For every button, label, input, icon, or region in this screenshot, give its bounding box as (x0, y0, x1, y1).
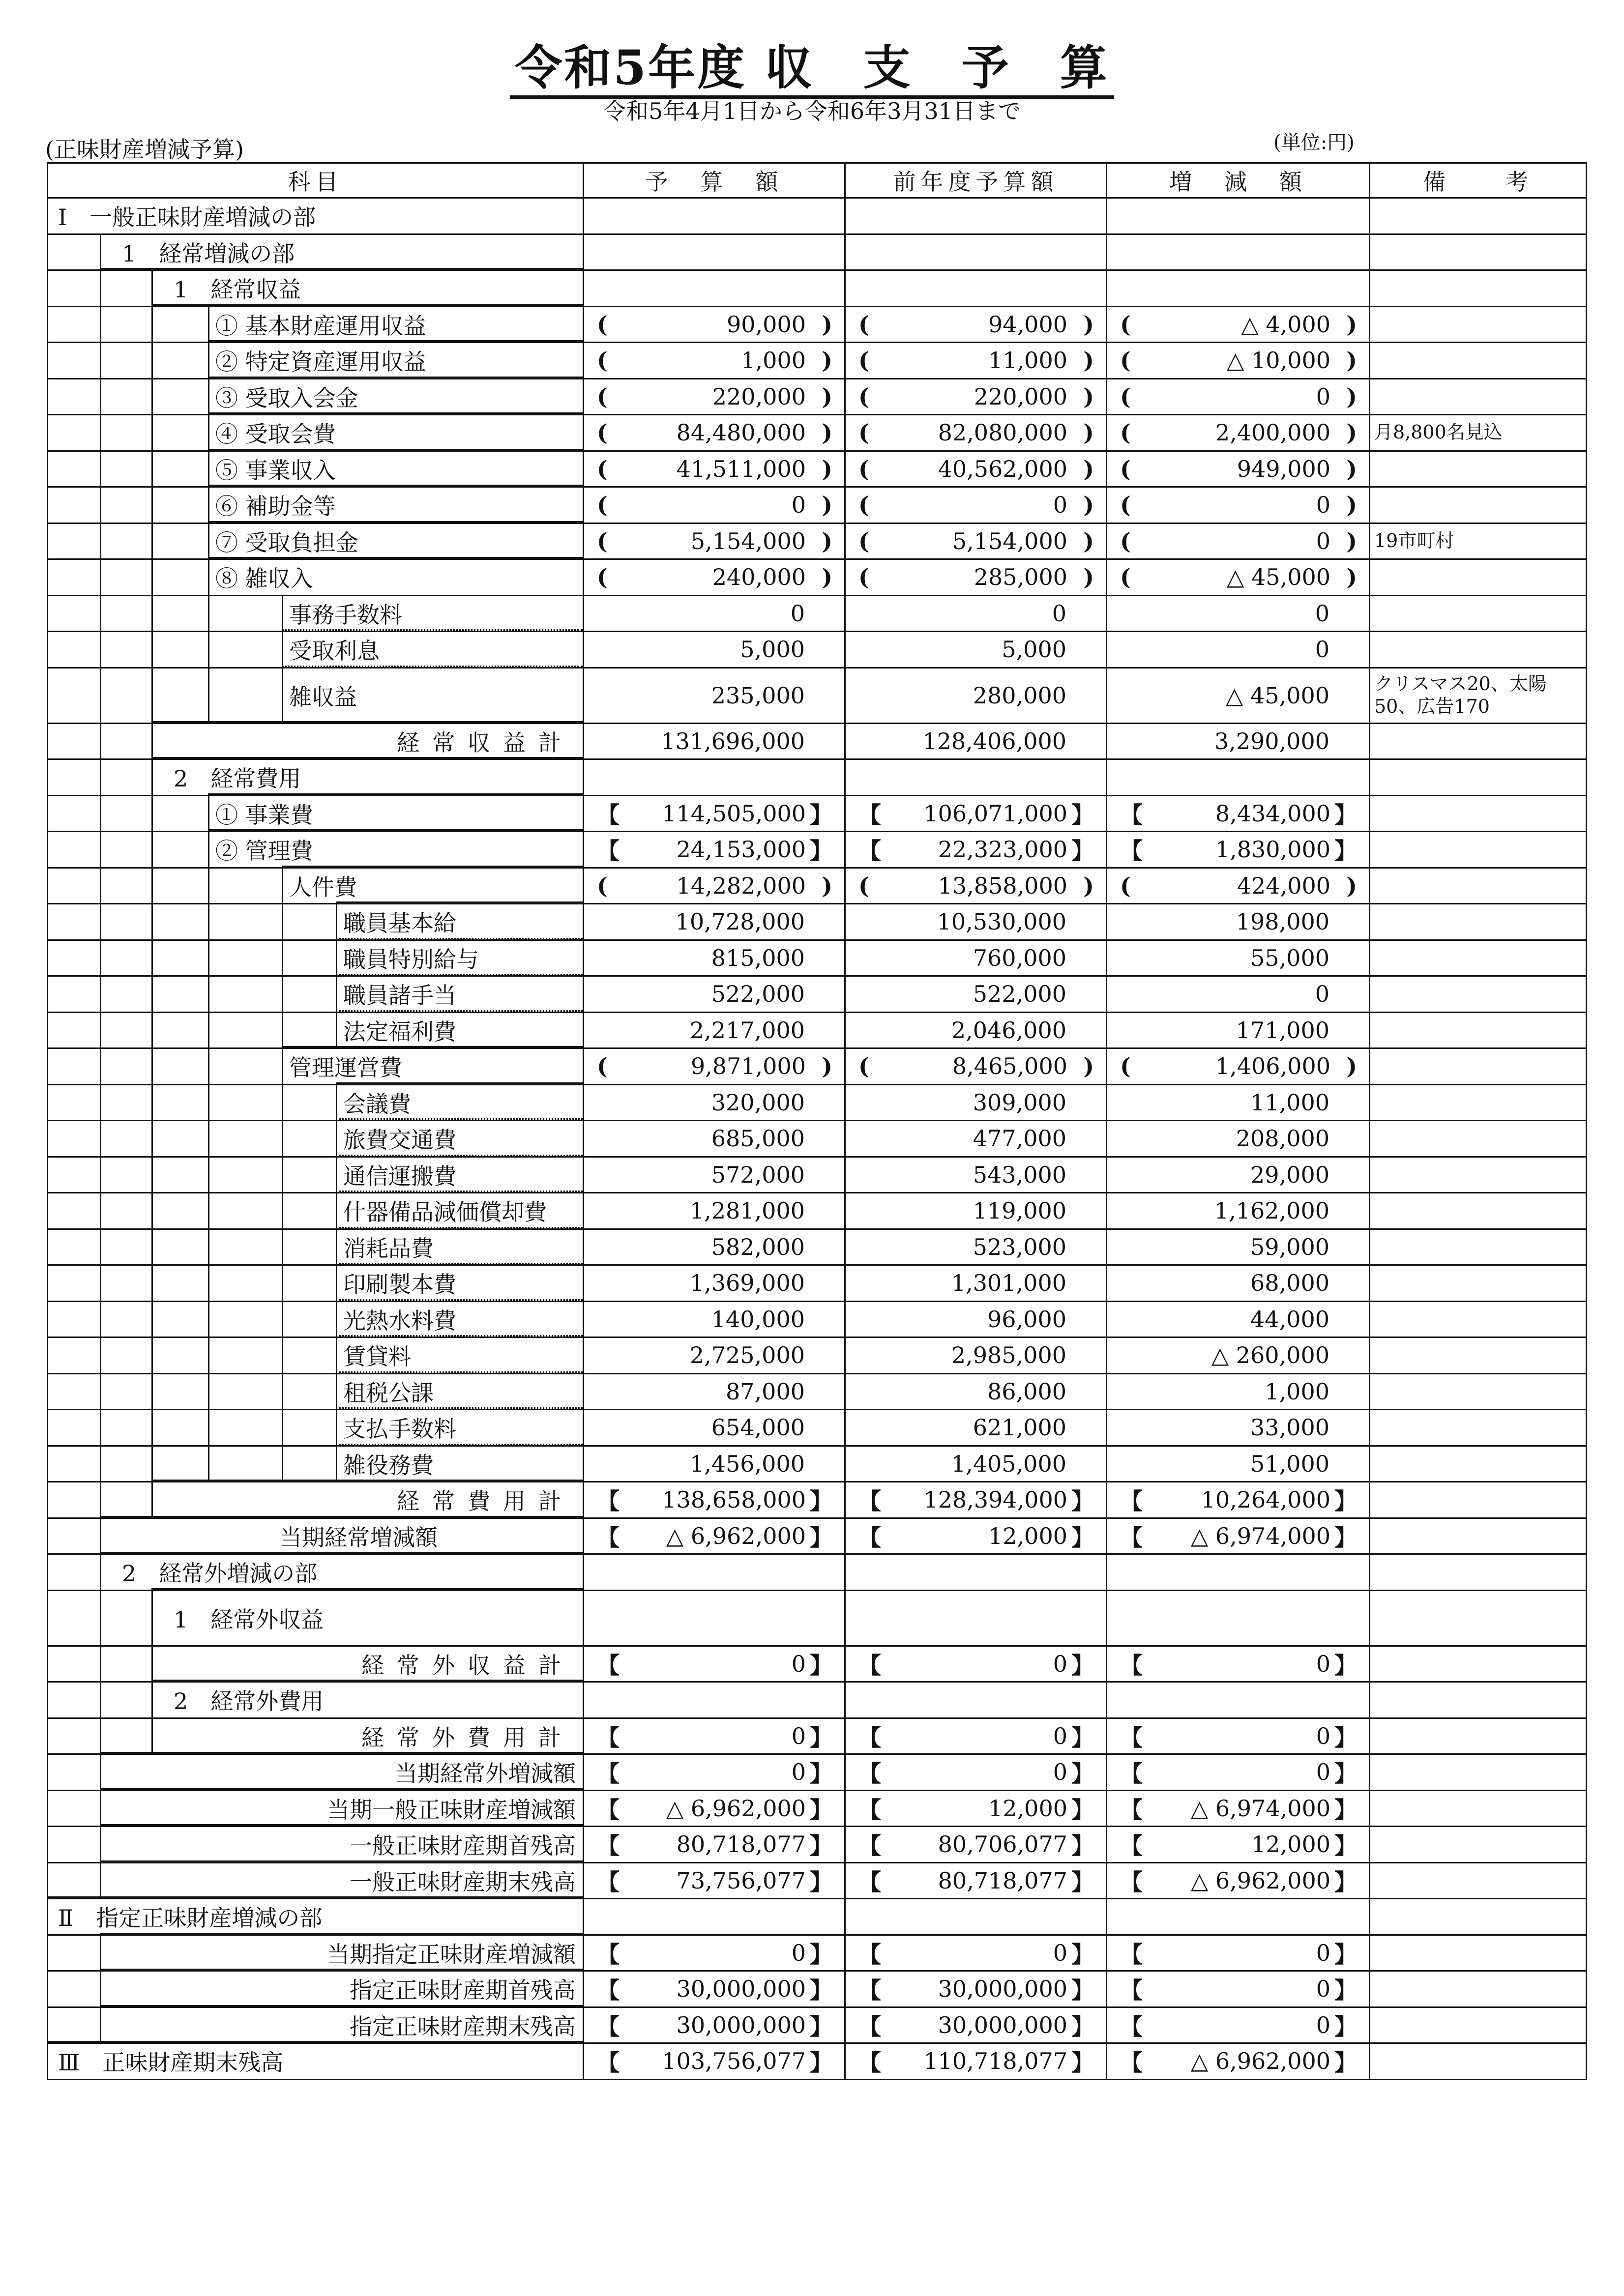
diff-value: 1,162,000 (1214, 1197, 1329, 1224)
row-label: 受取利息 (289, 638, 380, 665)
header-diff: 増 減 額 (1107, 163, 1370, 198)
note-cell: 月8,800名見込 (1370, 415, 1587, 451)
diff-value: △ 45,000 (1227, 564, 1330, 591)
diff-value: 12,000 (1251, 1831, 1330, 1858)
note-cell (1370, 487, 1587, 523)
prev-value: 82,080,000 (938, 419, 1067, 446)
row-label: ① 基本財産運用収益 (215, 312, 426, 339)
row-label: 指定正味財産期首残高 (350, 1977, 576, 2004)
diff-value: △ 6,974,000 (1190, 1522, 1330, 1549)
header-prev: 前年度予算額 (845, 163, 1107, 198)
diff-value: 10,264,000 (1201, 1486, 1330, 1513)
prev-value: 2,046,000 (951, 1017, 1066, 1044)
note-cell (1370, 451, 1587, 487)
prev-value: 106,071,000 (923, 800, 1067, 827)
table-row (48, 904, 1587, 940)
table-row (48, 1301, 1587, 1337)
diff-value: 59,000 (1250, 1233, 1329, 1260)
diff-value: 171,000 (1236, 1017, 1329, 1044)
prev-value: 0 (1052, 600, 1066, 627)
diff-value: 0 (1316, 1722, 1330, 1749)
table-row: 経常外費用計 【 0 】 【 0 】 【 0 】 (48, 1718, 1587, 1754)
note-cell (1370, 378, 1587, 415)
section-row (48, 270, 1587, 307)
budget-value: 140,000 (711, 1306, 805, 1333)
row-label: ③ 受取入会金 (215, 384, 358, 411)
table-row (48, 1373, 1587, 1410)
table-row (48, 1012, 1587, 1048)
budget-value: 103,756,077 (662, 2048, 806, 2075)
prev-value: 309,000 (973, 1089, 1066, 1116)
budget-value: 0 (791, 1759, 806, 1786)
row-label: 雑役務費 (343, 1452, 434, 1479)
row-label: ⑧ 雑収入 (215, 565, 313, 592)
budget-value: 73,756,077 (676, 1867, 806, 1894)
budget-value: 240,000 (712, 564, 806, 591)
section-label: Ⅱ 指定正味財産増減の部 (58, 1905, 323, 1932)
table-row: ③ 受取入会金 ( 220,000 ) ( 220,000 ) ( 0 ) (48, 378, 1587, 415)
table-row: Ⅲ 正味財産期末残高 【 103,756,077 】 【 110,718,077 】 【 △ 6,962,000 】 (48, 2043, 1587, 2080)
section-row (48, 198, 1587, 234)
diff-value: 0 (1315, 981, 1329, 1008)
budget-value: 80,718,077 (676, 1831, 806, 1858)
diff-value: 44,000 (1250, 1306, 1329, 1333)
header-note: 備 考 (1370, 163, 1587, 198)
diff-value: 0 (1316, 1650, 1330, 1677)
budget-value: 0 (791, 492, 806, 519)
table-row: 人件費 ( 14,282,000 ) ( 13,858,000 ) ( 424,000 ) (48, 868, 1587, 904)
header-row (48, 163, 1587, 198)
budget-value: △ 6,962,000 (666, 1522, 806, 1549)
subtotal-label: 経常外収益計 (361, 1652, 574, 1679)
diff-value: 29,000 (1250, 1161, 1329, 1188)
row-label: 人件費 (289, 873, 357, 901)
table-row (48, 976, 1587, 1013)
table-row: ⑧ 雑収入 ( 240,000 ) ( 285,000 ) ( △ 45,000 ) (48, 559, 1587, 596)
budget-value: 10,728,000 (675, 908, 805, 935)
prev-value: 0 (1053, 1939, 1067, 1966)
table-row: ② 特定資産運用収益 ( 1,000 ) ( 11,000 ) ( △ 10,000 ) (48, 343, 1587, 379)
table-row: ① 事業費 【 114,505,000 】 【 106,071,000 】 【 8,434,000 】 (48, 795, 1587, 832)
prev-value: 96,000 (987, 1306, 1066, 1333)
subtotal-label: 経常収益計 (397, 729, 574, 756)
prev-value: 0 (1053, 1650, 1067, 1677)
prev-value: 0 (1053, 1722, 1067, 1749)
diff-value: 1,830,000 (1215, 836, 1330, 863)
row-label: 支払手数料 (343, 1416, 456, 1443)
row-label: 当期経常外増減額 (395, 1760, 576, 1787)
prev-value: 543,000 (973, 1161, 1066, 1188)
table-row: ⑦ 受取負担金 ( 5,154,000 ) ( 5,154,000 ) ( 0 ) 19市町村 (48, 523, 1587, 559)
table-row: 当期一般正味財産増減額 【 △ 6,962,000 】 【 12,000 】 【 △ 6,974,000 】 (48, 1790, 1587, 1827)
diff-value: 0 (1316, 492, 1330, 519)
diff-value: 0 (1316, 2011, 1330, 2038)
row-label: 通信運搬費 (343, 1163, 456, 1190)
budget-value: 5,154,000 (690, 527, 806, 554)
table-row: 経常費用計 【 138,658,000 】 【 128,394,000 】 【 10,264,000 】 (48, 1482, 1587, 1518)
table-row (48, 1446, 1587, 1482)
prev-value: 5,000 (1002, 636, 1066, 663)
diff-value: 0 (1316, 1939, 1330, 1966)
section-row (48, 1682, 1587, 1718)
diff-value: △ 6,962,000 (1190, 2048, 1330, 2075)
section-label: 1 経常増減の部 (122, 240, 295, 267)
budget-value: 30,000,000 (676, 2011, 806, 2038)
budget-value: 24,153,000 (676, 836, 806, 863)
table-row (48, 940, 1587, 976)
table-row: 当期経常外増減額 【 0 】 【 0 】 【 0 】 (48, 1754, 1587, 1791)
row-label: 当期経常増減額 (279, 1524, 438, 1551)
prev-value: 80,718,077 (938, 1867, 1067, 1894)
document-title: 令和5年度 収 支 予 算 (0, 30, 1624, 98)
budget-value: 1,281,000 (689, 1197, 805, 1224)
subtotal-label: 経常費用計 (397, 1488, 574, 1515)
diff-value: 55,000 (1250, 944, 1329, 971)
table-row: 当期指定正味財産増減額 【 0 】 【 0 】 【 0 】 (48, 1935, 1587, 1971)
table-row (48, 668, 1587, 723)
diff-value: 11,000 (1250, 1089, 1329, 1116)
diff-value: 949,000 (1237, 455, 1330, 482)
note-cell: 19市町村 (1370, 523, 1587, 559)
section-label: 2 経常費用 (174, 765, 301, 792)
section-row (48, 1899, 1587, 1935)
table-subtitle: (正味財産増減予算) (45, 136, 244, 163)
prev-value: 760,000 (973, 944, 1066, 971)
budget-value: 5,000 (740, 636, 805, 663)
section-label: 1 経常外収益 (174, 1606, 324, 1633)
row-label: 旅費交通費 (343, 1127, 456, 1154)
prev-value: 94,000 (988, 311, 1067, 338)
row-label: 当期一般正味財産増減額 (327, 1796, 576, 1823)
diff-value: 0 (1316, 1759, 1330, 1786)
table-row: 当期経常増減額 【 △ 6,962,000 】 【 12,000 】 【 △ 6,974,000 】 (48, 1518, 1587, 1554)
section-row (48, 1590, 1587, 1646)
diff-value: 8,434,000 (1215, 800, 1330, 827)
table-row (48, 1337, 1587, 1374)
diff-value: 1,406,000 (1215, 1053, 1330, 1080)
budget-value: △ 6,962,000 (666, 1795, 806, 1822)
row-label: ④ 受取会費 (215, 421, 336, 448)
budget-value: 0 (791, 1650, 806, 1677)
table-row (48, 1121, 1587, 1157)
prev-value: 1,405,000 (951, 1450, 1066, 1477)
budget-value: 114,505,000 (662, 800, 806, 827)
diff-value: 33,000 (1250, 1414, 1329, 1441)
row-label: 租税公課 (343, 1379, 434, 1406)
table-row (48, 1229, 1587, 1265)
row-label: 職員諸手当 (343, 982, 456, 1009)
table-row: 経常外収益計 【 0 】 【 0 】 【 0 】 (48, 1646, 1587, 1682)
budget-value: 2,725,000 (689, 1342, 805, 1369)
budget-value: 522,000 (711, 981, 805, 1008)
row-label: 賃貸料 (343, 1343, 411, 1370)
diff-value: 0 (1315, 636, 1329, 663)
row-label: ⑤ 事業収入 (215, 457, 336, 484)
diff-value: △ 45,000 (1226, 682, 1329, 709)
table-row (48, 723, 1587, 759)
header-item: 科目 (48, 163, 584, 198)
prev-value: 477,000 (973, 1125, 1066, 1152)
row-label: 一般正味財産期首残高 (350, 1832, 576, 1860)
budget-value: 138,658,000 (662, 1486, 806, 1513)
table-row: ① 基本財産運用収益 ( 90,000 ) ( 94,000 ) ( △ 4,000 ) (48, 306, 1587, 343)
row-label: ② 管理費 (215, 838, 313, 865)
section-label: Ⅲ 正味財産期末残高 (58, 2049, 284, 2076)
budget-value: 1,456,000 (689, 1450, 805, 1477)
section-row (48, 1554, 1587, 1591)
row-label: 指定正味財産期末残高 (350, 2013, 576, 2040)
diff-value: △ 6,974,000 (1190, 1795, 1330, 1822)
diff-value: 0 (1316, 383, 1330, 410)
table-row: 指定正味財産期首残高 【 30,000,000 】 【 30,000,000 】 【 0 】 (48, 1971, 1587, 2007)
table-row (48, 1410, 1587, 1446)
prev-value: 30,000,000 (938, 2011, 1067, 2038)
note-cell (1370, 343, 1587, 379)
row-label: 当期指定正味財産増減額 (327, 1941, 576, 1968)
diff-value: 51,000 (1250, 1450, 1329, 1477)
budget-value: 1,000 (741, 347, 806, 374)
prev-value: 80,706,077 (938, 1831, 1067, 1858)
row-label: 什器備品減価償却費 (343, 1199, 547, 1226)
table-row (48, 1157, 1587, 1193)
row-label: 職員基本給 (343, 910, 456, 937)
note-cell (1370, 559, 1587, 596)
section-row (48, 759, 1587, 796)
prev-value: 8,465,000 (952, 1053, 1067, 1080)
budget-value: 131,696,000 (661, 727, 805, 755)
row-label: ⑦ 受取負担金 (215, 529, 358, 556)
budget-value: 84,480,000 (676, 419, 806, 446)
row-label: ② 特定資産運用収益 (215, 349, 426, 376)
table-row: 指定正味財産期末残高 【 30,000,000 】 【 30,000,000 】 【 0 】 (48, 2007, 1587, 2043)
prev-value: 110,718,077 (923, 2048, 1067, 2075)
subtotal-label: 経常外費用計 (361, 1724, 574, 1751)
budget-value: 685,000 (711, 1125, 805, 1152)
row-label: 一般正味財産期末残高 (350, 1868, 576, 1895)
budget-value: 235,000 (711, 682, 805, 709)
budget-value: 0 (791, 1939, 806, 1966)
diff-value: △ 10,000 (1227, 347, 1330, 374)
prev-value: 13,858,000 (938, 872, 1067, 899)
diff-value: △ 6,962,000 (1190, 1867, 1330, 1894)
prev-value: 522,000 (973, 981, 1066, 1008)
table-row: ⑤ 事業収入 ( 41,511,000 ) ( 40,562,000 ) ( 949,000 ) (48, 451, 1587, 487)
budget-value: 41,511,000 (676, 455, 806, 482)
prev-value: 285,000 (974, 564, 1067, 591)
budget-value: 2,217,000 (689, 1017, 805, 1044)
budget-value: 9,871,000 (690, 1053, 806, 1080)
prev-value: 128,394,000 (923, 1486, 1067, 1513)
diff-value: 208,000 (1236, 1125, 1329, 1152)
budget-value: 1,369,000 (689, 1270, 805, 1297)
prev-value: 1,301,000 (951, 1270, 1066, 1297)
budget-value: 87,000 (726, 1378, 805, 1405)
prev-value: 0 (1053, 492, 1067, 519)
prev-value: 280,000 (973, 682, 1066, 709)
budget-value: 654,000 (711, 1414, 805, 1441)
prev-value: 30,000,000 (938, 1976, 1067, 2003)
diff-value: 2,400,000 (1215, 419, 1330, 446)
diff-value: 1,000 (1265, 1378, 1329, 1405)
note-cell: クリスマス20、太陽50、広告170 (1370, 668, 1587, 723)
prev-value: 10,530,000 (937, 908, 1066, 935)
header-budget: 予 算 額 (584, 163, 845, 198)
prev-value: 5,154,000 (952, 527, 1067, 554)
budget-value: 320,000 (711, 1089, 805, 1116)
row-label: 管理運営費 (289, 1054, 402, 1081)
prev-value: 86,000 (987, 1378, 1066, 1405)
diff-value: 424,000 (1237, 872, 1330, 899)
row-label: 事務手数料 (289, 601, 402, 628)
table-row: 一般正味財産期末残高 【 73,756,077 】 【 80,718,077 】 【 △ 6,962,000 】 (48, 1862, 1587, 1899)
budget-value: 582,000 (711, 1233, 805, 1260)
row-label: 光熱水料費 (343, 1307, 456, 1334)
row-label: 職員特別給与 (343, 946, 479, 973)
budget-value: 90,000 (727, 311, 806, 338)
section-row (48, 234, 1587, 270)
diff-value: 3,290,000 (1214, 727, 1329, 755)
prev-value: 128,406,000 (922, 727, 1066, 755)
table-row: ⑥ 補助金等 ( 0 ) ( 0 ) ( 0 ) (48, 487, 1587, 523)
budget-value: 0 (790, 600, 805, 627)
diff-value: 0 (1315, 600, 1329, 627)
row-label: 会議費 (343, 1090, 411, 1117)
diff-value: 0 (1316, 1976, 1330, 2003)
budget-value: 572,000 (711, 1161, 805, 1188)
table-row: 管理運営費 ( 9,871,000 ) ( 8,465,000 ) ( 1,406,000 ) (48, 1048, 1587, 1085)
budget-value: 815,000 (711, 944, 805, 971)
budget-value: 30,000,000 (676, 1976, 806, 2003)
table-row (48, 595, 1587, 632)
diff-value: △ 260,000 (1211, 1342, 1329, 1369)
prev-value: 12,000 (988, 1522, 1067, 1549)
table-row: ② 管理費 【 24,153,000 】 【 22,323,000 】 【 1,830,000 】 (48, 832, 1587, 868)
table-row (48, 632, 1587, 668)
table-row (48, 1084, 1587, 1121)
row-label: 消耗品費 (343, 1235, 434, 1262)
prev-value: 523,000 (973, 1233, 1066, 1260)
budget-value: 220,000 (712, 383, 806, 410)
section-label: 2 経常外費用 (174, 1688, 324, 1715)
table-row: ④ 受取会費 ( 84,480,000 ) ( 82,080,000 ) ( 2,400,000 ) 月8,800名見込 (48, 415, 1587, 451)
section-label: 2 経常外増減の部 (122, 1560, 318, 1587)
prev-value: 119,000 (973, 1197, 1066, 1224)
section-label: 1 経常収益 (174, 276, 301, 303)
prev-value: 220,000 (974, 383, 1067, 410)
budget-value: 0 (791, 1722, 806, 1749)
diff-value: △ 4,000 (1241, 311, 1330, 338)
table-row (48, 1193, 1587, 1229)
budget-table (47, 162, 1587, 2080)
prev-value: 12,000 (988, 1795, 1067, 1822)
diff-value: 68,000 (1250, 1270, 1329, 1297)
table-row: 一般正味財産期首残高 【 80,718,077 】 【 80,706,077 】 【 12,000 】 (48, 1827, 1587, 1863)
row-label: ① 事業費 (215, 801, 313, 828)
budget-value: 14,282,000 (676, 872, 806, 899)
prev-value: 0 (1053, 1759, 1067, 1786)
note-cell (1370, 306, 1587, 343)
prev-value: 22,323,000 (938, 836, 1067, 863)
prev-value: 2,985,000 (951, 1342, 1066, 1369)
diff-value: 0 (1316, 527, 1330, 554)
table-row (48, 1265, 1587, 1302)
row-label: 法定福利費 (343, 1018, 456, 1045)
diff-value: 198,000 (1236, 908, 1329, 935)
budget-period: 令和5年4月1日から令和6年3月31日まで (603, 98, 1021, 124)
prev-value: 621,000 (973, 1414, 1066, 1441)
prev-value: 11,000 (988, 347, 1067, 374)
unit-label: (単位:円) (1273, 131, 1355, 154)
section-label: Ⅰ 一般正味財産増減の部 (58, 204, 316, 231)
row-label: ⑥ 補助金等 (215, 493, 336, 520)
row-label: 雑収益 (289, 683, 357, 710)
prev-value: 40,562,000 (938, 455, 1067, 482)
row-label: 印刷製本費 (343, 1271, 456, 1298)
